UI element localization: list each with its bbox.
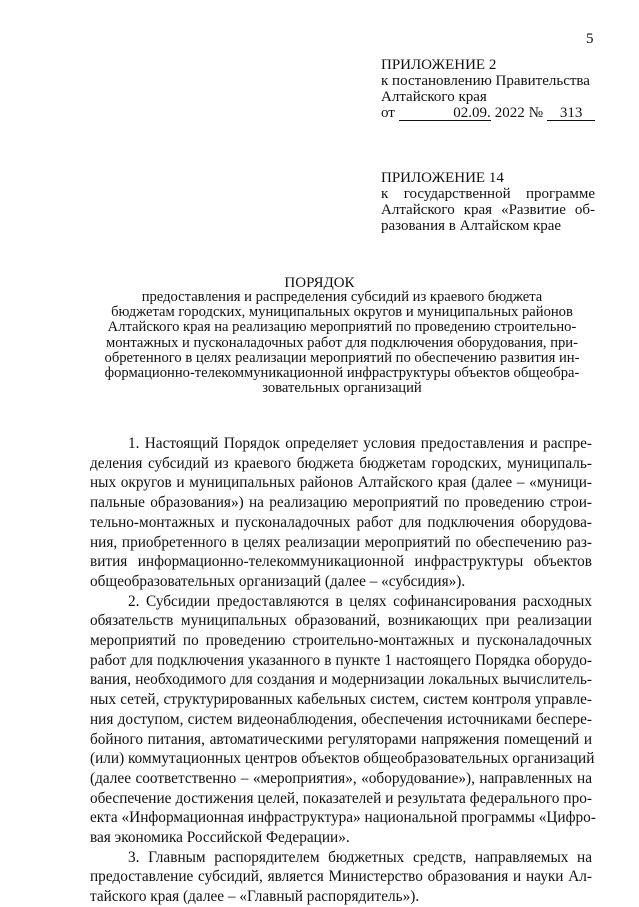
paragraph-line: (далее соответственно – «мероприятия», «оборудование»), направленных на — [90, 769, 592, 787]
paragraph-line: работ для подключения указанного в пункте 1 настоящего Порядка оборудо- — [90, 651, 592, 669]
paragraph-line: обязательств муниципальных образований, возникающих при реализации — [90, 612, 592, 630]
subtitle-line: бюджетам городских, муниципальных округов и муниципальных районов — [111, 304, 573, 321]
annex-14-title: ПРИЛОЖЕНИЕ 14 — [381, 170, 504, 186]
paragraph-line: (или) коммутационных центров объектов общеобразовательных организаций — [90, 750, 595, 768]
paragraph-line: ных округов и муниципальных районов Алтайского края (далее – «муници- — [90, 474, 592, 492]
paragraph-line: 3. Главным распорядителем бюджетных средств, направляемых на — [128, 848, 592, 866]
decree-number: 313 — [547, 107, 595, 121]
paragraph-line: вая экономика Российской Федерации». — [90, 829, 350, 847]
paragraph-line: общеобразовательных организаций (далее – «субсидия»). — [90, 572, 466, 590]
annex-14-line: разования в Алтайском крае — [381, 218, 562, 234]
subtitle-line: предоставления и распределения субсидий из краевого бюджета — [141, 289, 543, 305]
annex-14-body — [381, 186, 595, 234]
annex-14-line: к государственной программе — [381, 186, 595, 202]
paragraph-line: тайского края (далее – «Главный распорядитель»). — [90, 888, 420, 906]
annex-2-header — [381, 57, 595, 121]
annex-2-title: ПРИЛОЖЕНИЕ 2 — [381, 57, 497, 73]
annex-14-line: Алтайского края «Развитие об- — [381, 202, 595, 218]
paragraph-1 — [90, 434, 592, 592]
paragraph-3 — [90, 848, 592, 907]
decree-year: 2022 — [494, 105, 525, 121]
annex-14-header — [381, 170, 595, 234]
paragraph-line: ния, приобретенного в целях реализации мероприятий по обеспечению раз- — [90, 533, 592, 551]
paragraph-line: обеспечение достижения целей, показателей и результата федерального про- — [90, 789, 592, 807]
paragraph-line: екта «Информационная инфраструктура» национальной программы «Цифро- — [90, 809, 596, 827]
date-prefix: от — [381, 105, 395, 121]
annex-2-line-2: Алтайского края — [381, 89, 487, 105]
paragraph-line: 1. Настоящий Порядок определяет условия предоставления и распре- — [128, 435, 592, 452]
number-sign: № — [528, 105, 544, 121]
paragraph-line: деления субсидий из краевого бюджета бюджетам городских, муниципаль- — [90, 454, 592, 472]
annex-2-line-1: к постановлению Правительства — [381, 73, 590, 89]
paragraph-line: 2. Субсидии предоставляются в целях софинансирования расходных — [128, 592, 592, 610]
paragraph-line: предоставление субсидий, является Министерство образования и науки Ал- — [90, 868, 592, 886]
decree-date-line — [381, 105, 595, 121]
decree-date: 02.09. — [399, 107, 491, 121]
subtitle-line: монтажных и пусконаладочных работ для подключения оборудования, при- — [106, 334, 578, 351]
paragraph-line: тельно-монтажных и пусконаладочных работ для подключения оборудова- — [90, 513, 592, 531]
subtitle-line: Алтайского края на реализацию мероприятий по проведению строительно- — [107, 319, 577, 336]
paragraph-line: мероприятий по проведению строительно-монтажных и пусконаладочных — [90, 632, 592, 650]
subtitle-line: формационно-телекоммуникационной инфраструктуры объектов общеобра- — [104, 365, 580, 382]
subtitle-line: обретенного в целях реализации мероприятий по обеспечению развития ин- — [104, 349, 580, 366]
paragraph-line: вания, необходимого для создания и модернизации локальных вычислитель- — [90, 671, 592, 689]
paragraph-line: пальные образования») на реализацию мероприятий по проведению строи- — [90, 494, 592, 512]
page-number: 5 — [586, 31, 594, 47]
paragraph-2 — [90, 592, 596, 848]
document-body — [90, 434, 596, 907]
document-title: ПОРЯДОК — [284, 275, 355, 291]
paragraph-line: ных сетей, структурированных кабельных систем, систем контроля управле- — [90, 691, 592, 709]
paragraph-line: ния доступом, систем видеонаблюдения, обеспечения источниками беспере- — [90, 710, 592, 728]
document-subtitle — [96, 290, 588, 396]
paragraph-line: бойного питания, автоматическими регуляторами напряжения помещений и — [90, 730, 592, 748]
paragraph-line: вития информационно-телекоммуникационной инфраструктуры объектов — [90, 553, 592, 571]
subtitle-line: зовательных организаций — [262, 380, 422, 397]
